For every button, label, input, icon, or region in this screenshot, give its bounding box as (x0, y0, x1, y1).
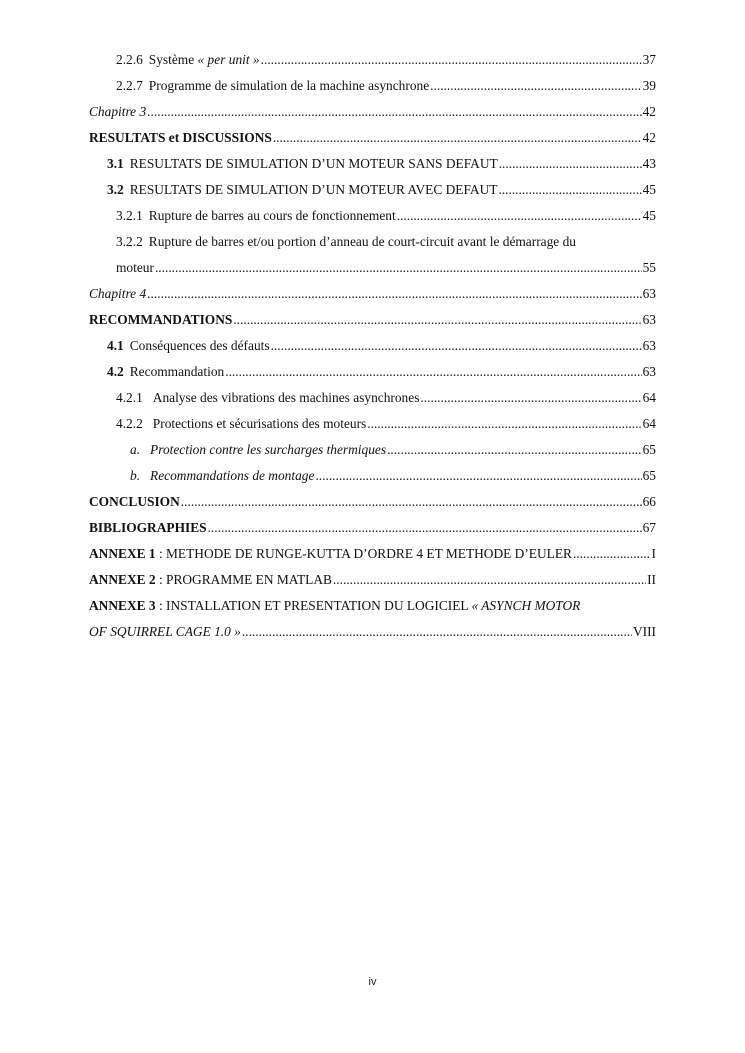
toc-entry-label: ANNEXE 3 : INSTALLATION ET PRESENTATION DU LOGICIEL « ASYNCH MOTOR (89, 598, 581, 613)
dot-leader (420, 385, 641, 411)
toc-entry-label: OF SQUIRREL CAGE 1.0 » (89, 624, 241, 639)
toc-entry-4-2[interactable] (89, 359, 656, 385)
toc-entry-label: 4.2 Recommandation (107, 364, 225, 379)
toc-entry-label: b. Recommandations de montage (130, 468, 315, 483)
toc-entry-2-2-7[interactable] (89, 73, 656, 99)
toc-entry-label: 4.2.2 Protections et sécurisations des moteurs (116, 416, 367, 431)
dot-leader (333, 567, 646, 593)
toc-entry-label: 3.2.1 Rupture de barres au cours de fonctionnement (116, 208, 396, 223)
toc-entry-3-2-2[interactable] (89, 229, 656, 255)
toc-entry-label: 4.2.1 Analyse des vibrations des machines asynchrones (116, 390, 420, 405)
toc-page-number: 55 (642, 260, 656, 275)
toc-entry-3-1[interactable] (89, 151, 656, 177)
toc-page-number: 64 (642, 416, 656, 431)
toc-entry-3-2[interactable] (89, 177, 656, 203)
dot-leader (498, 177, 641, 203)
toc-page-number: 64 (642, 390, 656, 405)
toc-entry-annexe-3[interactable] (89, 593, 656, 619)
toc-page-number: 65 (642, 442, 656, 457)
table-of-contents (89, 47, 656, 645)
toc-entry-a[interactable] (89, 437, 656, 463)
toc-page-number: 63 (642, 312, 656, 327)
toc-entry-bibliographies[interactable] (89, 515, 656, 541)
toc-page-number: 67 (642, 520, 656, 535)
toc-page-number: 63 (642, 286, 656, 301)
toc-entry-label: 2.2.6 Système « per unit » (116, 52, 260, 67)
toc-page-number: 63 (642, 364, 656, 379)
dot-leader (225, 359, 641, 385)
toc-entry-label: ANNEXE 2 : PROGRAMME EN MATLAB (89, 572, 332, 587)
toc-page-number: 45 (642, 208, 656, 223)
toc-page-number: VIII (632, 624, 656, 639)
dot-leader (315, 463, 641, 489)
dot-leader (261, 47, 642, 73)
toc-page-number: 66 (642, 494, 656, 509)
dot-leader (208, 515, 642, 541)
toc-entry-resultats[interactable] (89, 125, 656, 151)
toc-page-number: 45 (642, 182, 656, 197)
dot-leader (147, 99, 641, 125)
dot-leader (273, 125, 642, 151)
toc-entry-conclusion[interactable] (89, 489, 656, 515)
toc-entry-b[interactable] (89, 463, 656, 489)
toc-page-number: 39 (642, 78, 656, 93)
dot-leader (367, 411, 641, 437)
toc-entry-label: ANNEXE 1 : METHODE DE RUNGE-KUTTA D’ORDRE 4 ET METHODE D’EULER (89, 546, 572, 561)
toc-entry-2-2-6[interactable] (89, 47, 656, 73)
toc-entry-3-2-2-continued[interactable] (89, 255, 656, 281)
toc-entry-label: a. Protection contre les surcharges thermiques (130, 442, 387, 457)
toc-entry-4-2-2[interactable] (89, 411, 656, 437)
toc-entry-chapitre-4[interactable] (89, 281, 656, 307)
toc-page-number: 65 (642, 468, 656, 483)
toc-entry-label: Chapitre 3 (89, 104, 147, 119)
toc-entry-annexe-3-continued[interactable] (89, 619, 656, 645)
toc-entry-4-1[interactable] (89, 333, 656, 359)
toc-entry-3-2-1[interactable] (89, 203, 656, 229)
toc-page-number: 63 (642, 338, 656, 353)
toc-page-number: 43 (642, 156, 656, 171)
toc-page-number: II (647, 572, 656, 587)
dot-leader (430, 73, 641, 99)
page-number: iv (368, 976, 377, 988)
toc-entry-label: 3.1 RESULTATS DE SIMULATION D’UN MOTEUR SANS DEFAUT (107, 156, 498, 171)
dot-leader (242, 619, 632, 645)
toc-entry-label: RESULTATS et DISCUSSIONS (89, 130, 272, 145)
toc-page-number: 42 (642, 104, 656, 119)
toc-entry-label: 2.2.7 Programme de simulation de la machine asynchrone (116, 78, 430, 93)
toc-entry-recommandations[interactable] (89, 307, 656, 333)
dot-leader (233, 307, 641, 333)
toc-entry-label: RECOMMANDATIONS (89, 312, 233, 327)
dot-leader (271, 333, 642, 359)
toc-entry-label: Chapitre 4 (89, 286, 147, 301)
toc-entry-4-2-1[interactable] (89, 385, 656, 411)
dot-leader (573, 541, 651, 567)
dot-leader (387, 437, 642, 463)
toc-entry-label: moteur (116, 260, 154, 275)
toc-entry-annexe-2[interactable] (89, 567, 656, 593)
toc-page-number: 42 (642, 130, 656, 145)
toc-entry-label: BIBLIOGRAPHIES (89, 520, 207, 535)
toc-entry-label: 4.1 Conséquences des défauts (107, 338, 270, 353)
dot-leader (397, 203, 642, 229)
toc-entry-label: 3.2 RESULTATS DE SIMULATION D’UN MOTEUR AVEC DEFAUT (107, 182, 498, 197)
dot-leader (155, 255, 642, 281)
dot-leader (181, 489, 642, 515)
dot-leader (499, 151, 642, 177)
toc-page-number: I (651, 546, 656, 561)
toc-entry-label: 3.2.2 Rupture de barres et/ou portion d’anneau de court-circuit avant le démarrage du (116, 234, 576, 249)
toc-entry-chapitre-3[interactable] (89, 99, 656, 125)
toc-entry-label: CONCLUSION (89, 494, 180, 509)
toc-page-number: 37 (642, 52, 656, 67)
dot-leader (147, 281, 641, 307)
toc-entry-annexe-1[interactable] (89, 541, 656, 567)
